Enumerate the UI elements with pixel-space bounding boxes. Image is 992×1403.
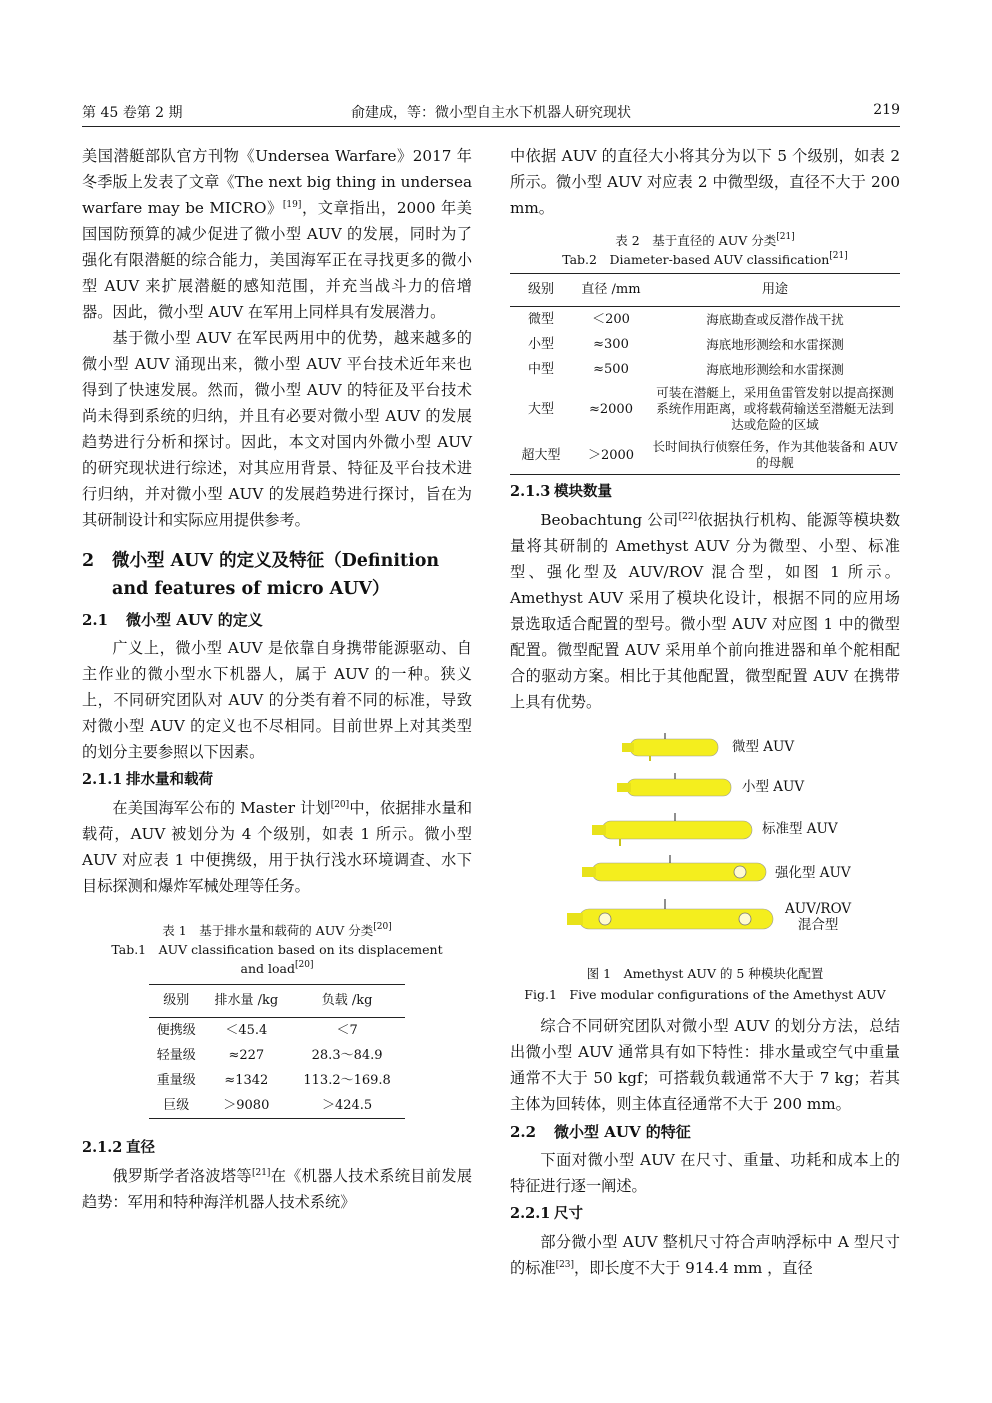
subsubsection-heading: 2.1.3 模块数量 <box>510 483 612 500</box>
table-row: 大型 ≈2000 可装在潜艇上，采用鱼雷管发射以提高探测系统作用距离，或将载荷输送至潜艇无法到达或危险的区域 <box>527 385 894 432</box>
table-header: 级别 <box>149 985 203 1018</box>
table-row: 小型 ≈300 海底地形测绘和水雷探测 <box>527 336 844 352</box>
paragraph: 基于微小型 AUV 在军民两用中的优势，越来越多的微小型 AUV 涌现出来，微小型 AUV 平台技术近年来也得到了快速发展。然而，微小型 AUV 的特征及平台技术尚未得到系统的归纳，并且有必要对微小型 AUV 的发展趋势进行分析和探讨。因此，本文对国内外微小型 AUV 的研究现状进行综述，对其应用背景、特征及平台技术进行归纳，并对微小型 AUV 的发展趋势进行探讨，旨在为其研制设计和实际应用提供参考。 <box>82 329 472 529</box>
table-1-caption-cn: 表 1 基于排水量和载荷的 AUV 分类[20] <box>162 922 392 938</box>
figure-1 <box>510 733 900 963</box>
section-heading: 2 微小型 AUV 的定义及特征（Definition and features of micro AUV） <box>82 551 440 599</box>
label-small: 小型 AUV <box>742 779 805 795</box>
paragraph: 广义上，微小型 AUV 是依靠自身携带能源驱动、自主作业的微小型水下机器人，属于 AUV 的一种。狭义上，不同研究团队对 AUV 的分类有着不同的标准，导致对微小型 AUV 的定义也不尽相同。目前世界上对其类型的划分主要参照以下因素。 <box>82 639 472 761</box>
auv-reinforced-image <box>580 855 851 897</box>
right-column <box>510 143 900 1281</box>
table-row: 巨级 ＞9080 ＞424.5 <box>149 1093 405 1119</box>
paragraph: Beobachtung 公司[22]依据执行机构、能源等模块数量将其研制的 Amethyst AUV 分为微型、小型、标准型、强化型及 AUV/ROV 混合型，如图 1 所示。Amethyst AUV 采用了模块化设计，根据不同的应用场景选取适合配置的型号。微小型 AUV 对应图 1 中的微型配置。微型配置 AUV 采用单个前向推进器和单个舵相配合的驱动方案。相比于其他配置，微型配置 AUV 在携带上具有优势。 <box>510 511 901 711</box>
table-row: 微型 ＜200 海底勘查或反潜作战干扰 <box>527 311 844 327</box>
auv-hybrid-image <box>565 899 852 947</box>
table-header: 用途 <box>650 274 900 307</box>
page-number: 219 <box>873 102 900 118</box>
running-title: 俞建成，等：微小型自主水下机器人研究现状 <box>351 105 631 121</box>
auv-micro-image <box>620 733 795 769</box>
paragraph: 综合不同研究团队对微小型 AUV 的划分方法，总结出微小型 AUV 通常具有如下特性：排水量或空气中重量通常不大于 50 kgf；可搭载负载通常不大于 7 kg；若其主体为回转体，则主体直径通常不大于 200 mm。 <box>510 1017 900 1113</box>
table-2 <box>510 273 900 475</box>
label-reinforced: 强化型 AUV <box>775 865 851 881</box>
auv-standard-image <box>590 813 838 855</box>
paragraph: 中依据 AUV 的直径大小将其分为以下 5 个级别，如表 2 所示。微小型 AUV 对应表 2 中微型级，直径不大于 200 mm。 <box>510 147 900 217</box>
paragraph: 下面对微小型 AUV 在尺寸、重量、功耗和成本上的特征进行逐一阐述。 <box>510 1151 900 1195</box>
table-row: 轻量级 ≈227 28.3～84.9 <box>156 1048 383 1063</box>
auv-small-image <box>615 773 805 809</box>
table-row: 中型 ≈500 海底地形测绘和水雷探测 <box>527 361 844 377</box>
paragraph: 部分微小型 AUV 整机尺寸符合声呐浮标中 A 型尺寸的标准[23]，即长度不大于 914.4 mm ，直径 <box>510 1233 900 1277</box>
table-1 <box>149 984 405 1119</box>
figure-1-caption-cn: 图 1 Amethyst AUV 的 5 种模块化配置 <box>586 966 824 981</box>
paragraph: 在美国海军公布的 Master 计划[20]中，依据排水量和载荷，AUV 被划分为 4 个级别，如表 1 所示。微小型 AUV 对应表 1 中便携级，用于执行浅水环境调查、水下目标探测和爆炸军械处理等任务。 <box>82 799 473 895</box>
table-2-caption-en: Tab.2 Diameter-based AUV classification[21] <box>562 251 848 267</box>
table-row: 便携级 ＜45.4 ＜7 <box>156 1023 358 1038</box>
journal-issue: 第 45 卷第 2 期 <box>82 105 183 121</box>
figure-1-caption-en: Fig.1 Five modular configurations of the Amethyst AUV <box>524 987 886 1002</box>
table-2-caption-cn: 表 2 基于直径的 AUV 分类[21] <box>615 232 795 248</box>
subsection-heading: 2.2 微小型 AUV 的特征 <box>510 1123 691 1141</box>
running-header <box>82 102 900 127</box>
table-header: 级别 <box>510 274 572 307</box>
subsection-heading: 2.1 微小型 AUV 的定义 <box>82 611 263 629</box>
table-header: 负载 /kg <box>289 985 405 1018</box>
table-header: 直径 /mm <box>572 274 650 307</box>
paragraph: 美国潜艇部队官方刊物《Undersea Warfare》2017 年冬季版上发表了文章《The next big thing in undersea warfare may be MICRO》[19]，文章指出，2000 年美国国防预算的减少促进了微小型 AUV 的发展，同时为了强化有限潜艇的综合能力，美国海军正在寻找更多的微小型 AUV 来扩展潜艇的感知范围，并充当战斗力的倍增器。因此，微小型 AUV 在军用上同样具有发展潜力。 <box>82 147 472 321</box>
label-hybrid: AUV/ROV 混合型 <box>785 901 852 933</box>
table-row: 重量级 ≈1342 113.2～169.8 <box>156 1073 391 1088</box>
subsubsection-heading: 2.1.1 排水量和载荷 <box>82 771 213 788</box>
subsubsection-heading: 2.2.1 尺寸 <box>510 1205 583 1222</box>
label-micro: 微型 AUV <box>732 739 795 755</box>
table-1-caption-en: Tab.1 AUV classification based on its displacement and load[20] <box>111 942 443 976</box>
subsubsection-heading: 2.1.2 直径 <box>82 1139 155 1156</box>
label-standard: 标准型 AUV <box>762 821 838 837</box>
left-column <box>82 143 472 1215</box>
table-header: 排水量 /kg <box>203 985 289 1018</box>
paragraph: 俄罗斯学者洛波塔等[21]在《机器人技术系统目前发展趋势：军用和特种海洋机器人技术系统》 <box>82 1167 473 1211</box>
table-row: 超大型 ＞2000 长时间执行侦察任务，作为其他装备和 AUV 的母舰 <box>510 436 900 475</box>
